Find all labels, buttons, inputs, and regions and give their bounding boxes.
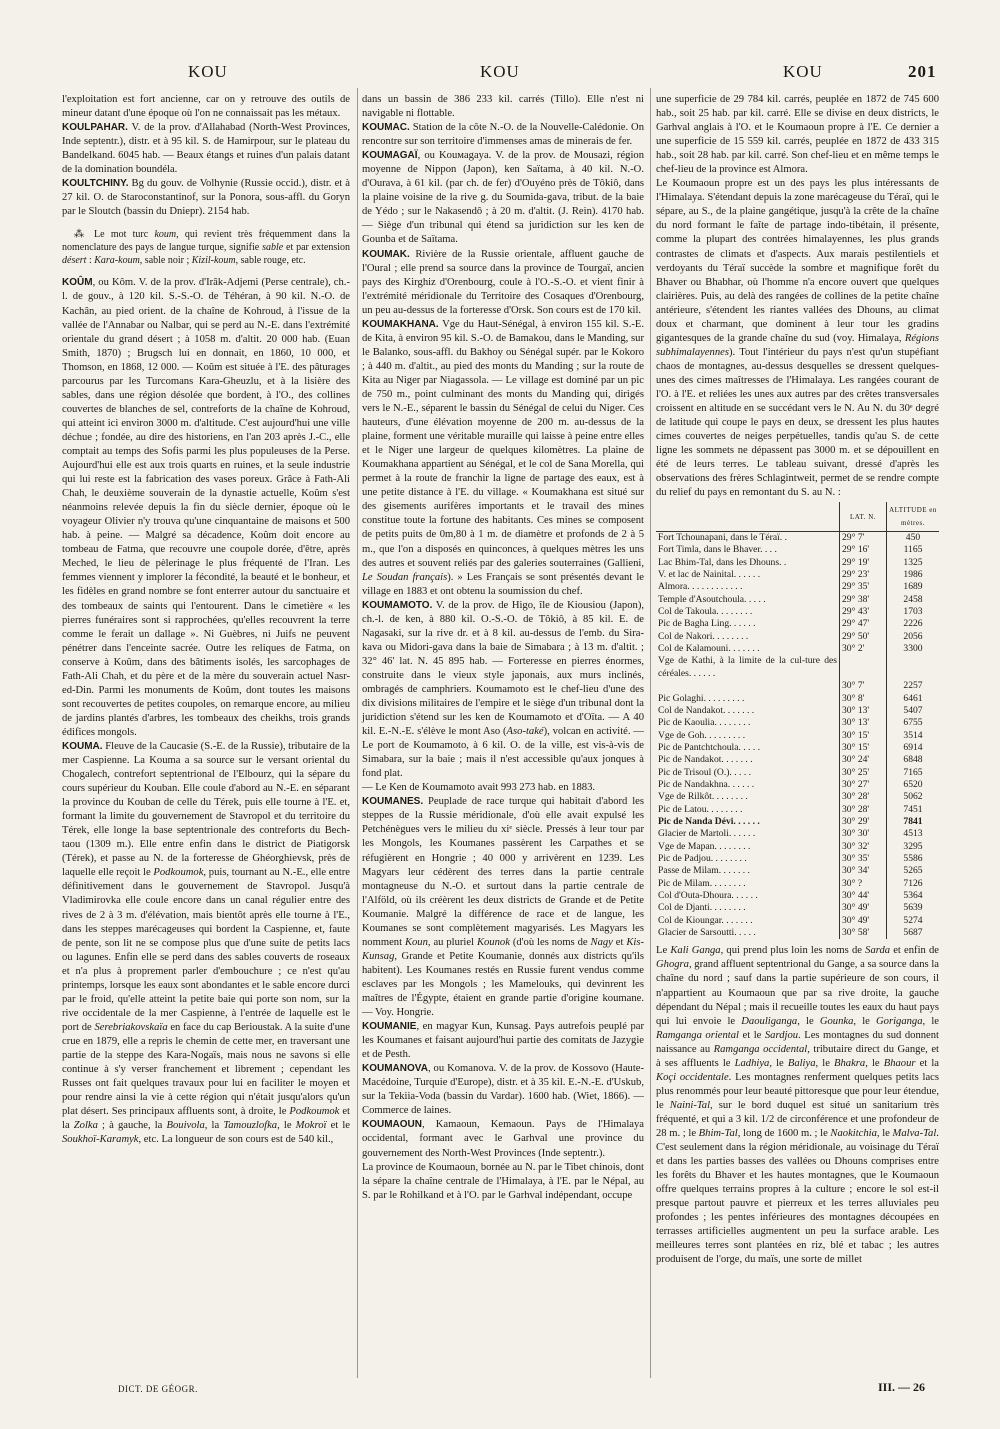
dictionary-entry: dans un bassin de 386 233 kil. carrés (Tillo). Elle n'est ni navigable ni flottable. <box>362 94 644 120</box>
latitude-value: 30° 25' <box>840 767 887 779</box>
table-row <box>656 705 939 717</box>
place-name: Fort Timla, dans le Bhaver. . . . <box>658 544 777 556</box>
altitude-value: 3514 <box>887 730 940 742</box>
text-column-3 <box>656 93 939 1267</box>
table-row <box>656 742 939 754</box>
page-number: 201 <box>908 62 937 81</box>
place-name: Pic de Kaoulia. . . . . . . . <box>658 717 751 729</box>
altitude-value: 3295 <box>887 841 940 853</box>
latitude-value: 30° 15' <box>840 730 887 742</box>
latitude-value: 29° 38' <box>840 594 887 606</box>
column-rule <box>650 88 651 1378</box>
table-row <box>656 730 939 742</box>
spacer <box>62 267 350 276</box>
place-name: Col de Kalamouni. . . . . . . <box>658 643 760 655</box>
altitude-value: 6520 <box>887 779 940 791</box>
latitude-value: 30° 2' <box>840 643 887 655</box>
dictionary-entry: Le Kali Ganga, qui prend plus loin les noms de Sarda et enfin de Ghogra, grand affluent septentrional du Gange, a sa source dans la chaîne du nord ; sauf dans la partie supérieure de son cours, il n'appartient au Koumaoun que par sa rive droite, la gauche dépendant du Népal ; mais il recueille toutes les eaux du haut pays qui lui envoie le Daouliganga, le Gounka, le Goriganga, le Ramganga oriental et le Sardjou. Les montagnes du sud donnent naissance au Ramganga occidental, tributaire direct du Gange, et à ses affluents le Ladhiya, le Baliya, le Bhakra, le Bhaour et la Koçi occidentale. Les montagnes renferment quelques petits lacs plus renommés pour leur beauté pittoresque que pour leur étendue, le Naini-Tal, sur le bord duquel est situé un sanitarium très fréquenté, et qui a 3 kil. 1/2 de circonférence et une profondeur de 28 m. ; le Bhim-Tal, long de 1600 m. ; le Naokitchia, le Malva-Tal. <box>656 945 940 1139</box>
latitude-value: 30° 7' <box>840 680 887 692</box>
table-row <box>656 606 939 618</box>
latitude-value: 30° 49' <box>840 902 887 914</box>
table-row <box>656 779 939 791</box>
latitude-value: 29° 47' <box>840 618 887 630</box>
latitude-value: 30° 29' <box>840 816 887 828</box>
altitude-value: 7841 <box>887 816 940 828</box>
dictionary-entry: — Le Ken de Koumamoto avait 993 273 hab. en 1883. <box>362 782 596 794</box>
table-row <box>656 717 939 729</box>
altitude-value: 5274 <box>887 915 940 927</box>
latitude-value: 30° 30' <box>840 828 887 840</box>
table-row <box>656 902 939 914</box>
place-name: Col de Nakori. . . . . . . . <box>658 630 749 642</box>
latitude-value: 30° 24' <box>840 754 887 766</box>
latitude-value: 30° 13' <box>840 717 887 729</box>
table-row <box>656 594 939 606</box>
place-name: Vge de Goh. . . . . . . . . <box>658 729 746 741</box>
dictionary-entry: KOUMANOVA, ou Komanova. V. de la prov. de Kossovo (Haute-Macédoine, Turquie d'Europe), distr. et à 35 kil. E.-N.-E. d'Uskub, sur la Tekiia-Voda (bassin du Vardar). 1600 hab. (Wiet, 1866). — Commerce de laines. <box>362 1063 644 1117</box>
table-row <box>656 532 939 545</box>
latitude-value: 30° 34' <box>840 865 887 877</box>
altitude-value: 450 <box>887 532 940 545</box>
altitude-value: 1986 <box>887 569 940 581</box>
altitude-value: 4513 <box>887 828 940 840</box>
running-head-center: KOU <box>480 62 520 81</box>
altitude-value: 6914 <box>887 742 940 754</box>
table-row <box>656 557 939 569</box>
dictionary-entry: KOUMA. Fleuve de la Caucasie (S.-E. de la Russie), tributaire de la mer Caspienne. La Kouma a sa source sur le versant oriental du Chogalech, contrefort septentrional de l'Elbourz, qui la sépare du cours supérieur du Kouban. Elle coule d'abord au N.-E. en séparant la province du Kouban de celle du Térek, puis elle tourne à l'E. et, formant la limite du gouvernement de Stavropol et du territoire du Térek, elle longe la base septentrionale des contreforts du Bech-taou (1309 m.). Elle entre enfin dans le district de Piatigorsk (Térek), et passe au N. de la forteresse de Ghéorghievsk, près de laquelle elle reçoit le Podkoumok, puis, tournant au N.-E., elle entre définitivement dans le gouvernement de Stavropol. Jusqu'à Vladimirovka elle coule encore dans un canal régulier entre des rives de 2 à 3 m. d'élévation, mais bientôt après elle tourne à l'E., dans les steppes marécageuses qui bordent la Caspienne, et, faute de pente, son lit ne se compose plus que d'une suite de petits lacs ou lagunes. Enfin elle se perd dans des sables couverts de roseaux et n'a plus à proprement parler d'embouchure ; ce n'est qu'au printemps, lorsque les eaux sont abondantes et le sable encore durci par le froid, qu'elle atteint la petite baie qui porte son nom, sur la rive occidentale de la mer Caspienne, à l'entrée de laquelle est le port de Serebriakovskaïa en face du cap Berioustak. A la suite d'une crue en 1879, elle a repris le chemin de cette mer, en traversant une partie de la steppe des Kara-Nogaïs, mais nous ne savons si elle continue à s'y verser franchement et librement ; cependant les Russes ont fait quelques travaux pour lui en faciliter le moyen et pour rendre ainsi la vie à cette région qui n'était jusqu'alors qu'un plat désert. Ses principaux affluents sont, à droite, le Podkoumok et la Zolka ; à gauche, la Bouivola, la Tamouzlofka, le Mokroï et le Soukhoï-Karamyk, etc. La longueur de son cours est de 540 kil., <box>62 740 351 1146</box>
place-name: Col de Djanti. . . . . . . . <box>658 902 746 914</box>
latitude-value: 30° 28' <box>840 804 887 816</box>
dictionary-entry: l'exploitation est fort ancienne, car on y retrouve des outils de mineur datant d'une époque où l'on ne connaissait pas les métaux. <box>62 94 350 120</box>
altitude-value: 6461 <box>887 693 940 705</box>
dictionary-entry: La province de Koumaoun, bornée au N. par le Tibet chinois, dont la sépare la chaîne centrale de l'Himalaya, à l'E. par le Népal, au S. par le Rohilkand et à l'O. par le Garhval indépendant, occupe <box>362 1161 644 1201</box>
place-name: Passe de Milam. . . . . . . <box>658 865 750 877</box>
dictionary-entry: KOÛM, ou Kôm. V. de la prov. d'Irâk-Adjemi (Perse centrale), ch.-l. de gouv., à 120 kil. S.-S.-O. de Téhéran, à 90 kil. N.-O. de Kachân, au pied orient. de la chaîne de Kohroud, à l'issue de la vallée de l'Annabar ou Nalbar, qui se perd au N.-E. dans l'extrémité orientale du grand désert ; à 1058 m. d'altit. 20 000 hab. (Euan Smith, 1870) ; Brugsch lui en donnait, en 1860, 10 000, et Thomson, en 1868, 12 000. — Koûm est située à l'E. des pâturages parcourus par les Turcomans Kara-Gheuzlu, et à la lisière des sables, dans une région désolée que bordent, à l'O., des collines couvertes de blanches de sel, contreforts de la chaîne de Kohroud, qui atteint ici environ 3000 m. d'altitude. C'est aujourd'hui une ville déchue ; fondée, au dire des historiens, en l'an 203 après J.-C., elle comptait au temps des Sofis parmi les plus populeuses de la Perse. Aujourd'hui elle est aux trois quarts en ruines, et la seule industrie qui lui reste est la fabrication des vases poreux. Grâce à Fath-Ali Chah, le deuxième souverain de la dynastie actuelle, Koûm s'est néanmoins relevée depuis la fin du siècle dernier, époque où le voyageur Olivier n'y trouva qu'une cinquantaine de maisons et 500 hab. à peine. — Malgré sa décadence, Koûm doit encore au tombeau de Fatma, que recouvre une coupole dorée, d'être, après Meched, le lieu de pèlerinage le plus fréquenté de l'Iran. Les femmes viennent y implorer la fécondité, la beauté et le bonheur, et les fidèles en grand nombre se font enterrer autour du sanctuaire et des tombeaux de saints qui l'entourent. Dans le cimetière « les pierres funéraires sont si rapprochées, qu'elles recouvrent la terre comme le ferait un dallage ». Ni Guèbres, ni Juifs ne peuvent pénétrer dans l'enceinte sacrée. Outre les reliques de Fatma, on conserve à Koûm, dans des bâtiments isolés, les sarcophages de Fath-Ali Chah, et du père et de la mère du souverain actuel Nasr-ed-Din. Parmi les monuments de Koûm, dont toutes les maisons sont recouvertes de petites coupoles, on remarque encore, au milieu de jardins plantés d'arbres, les tombeaux des cheikhs, trois grands édifices mongols. <box>62 277 350 738</box>
altitude-value: 2257 <box>887 680 940 692</box>
place-name: Pic Golaghi. . . . . . . . . <box>658 692 745 704</box>
table-header: LAT. N. <box>840 502 887 531</box>
latitude-value: 30° 49' <box>840 915 887 927</box>
footnote: ⁂ Le mot turc koum, qui revient très fréquemment dans la nomenclature des pays de langue turque, signifie sable et par extension désert : Kara-koum, sable noir ; Kizil-koum, sable rouge, etc. <box>62 229 351 267</box>
dictionary-entry: KOUMAOUN, Kamaoun, Kemaoun. Pays de l'Himalaya occidental, formant avec le Garhval une province du gouvernement des North-West Provinces (Inde septentr.). <box>362 1119 644 1159</box>
text-column-2 <box>362 93 644 1203</box>
dictionary-entry: KOUMANES. Peuplade de race turque qui habitait d'abord les steppes de la Russie méridionale, d'où elle avait expulsé les Petchénègues vers le milieu du xiᵉ siècle. Pressés à leur tour par les Mongols, les Koumanes passèrent les Carpathes et se réfugièrent en Hongrie ; 40 000 y arrivèrent en 1239. Les Magyars leur cédèrent des terres dans la partie centrale montagneuse du N.-O. et surtout dans la partie centrale de l'Alföld, où ils créèrent les deux districts de Grande et de Petite Koumanie. Malgré la différence de race et de langue, les Koumanes se sont complètement magyarisés. Les Magyars les nomment Koun, au pluriel Kounok (d'où les noms de Nagy et Kis-Kunsag, Grande et Petite Koumanie, donnés aux districts qu'ils habitent). Les Koumanes restés en Russie furent vendus comme esclaves par les Mongols ; les Mamelouks, qui devinrent les maîtres de l'Égypte, étaient en grande partie d'origine koumane. — Voy. Hongrie. <box>362 796 645 1019</box>
table-row <box>656 878 939 890</box>
table-row <box>656 655 939 680</box>
latitude-value: 30° 35' <box>840 853 887 865</box>
altitude-value: 7126 <box>887 878 940 890</box>
latitude-value: 30° 58' <box>840 927 887 939</box>
dictionary-entry: une superficie de 29 784 kil. carrés, peuplée en 1872 de 745 600 hab., soit 25 hab. par kil. carré. Elle se divise en deux districts, le Garhval anglais à l'O. et le Koumaoun propre à l'E. Ce dernier a une superficie de 15 559 kil. carrés, peuplée en 1872 de 433 315 hab., soit 28 hab. par kil. carré. Son chef-lieu et en même temps le chef-lieu de la province est Almora. <box>656 94 939 176</box>
dictionary-entry: KOUMAK. Rivière de la Russie orientale, affluent gauche de l'Oural ; elle prend sa source dans la province de Tourgaï, ancien pays des Kirghiz d'Orenbourg, coule à l'O.-S.-O. et vient finir à l'extrémité méridionale du Territoire des Cosaques d'Orenbourg, un peu au-dessus de la forteresse d'Orsk. Son cours est de 170 kil. <box>362 248 644 316</box>
altitude-value: 5062 <box>887 791 940 803</box>
table-row <box>656 643 939 655</box>
dictionary-entry: C'est seulement dans la région méridionale, au voisinage du Téraï et dans les parties basses des vallées ou Dhouns comprises entre les forêts du Bhaver et les hautes montagnes, que le Koumaoun offre quelques terrains propres à la culture ; encore le sol est-il presque partout pauvre et pierreux et les terres alluviales peu profondes ; les pentes inférieures des montagnes découpées en terrasses artificielles augmentent un peu la surface arable. Les meilleures terres sont plantées en riz, blé et tabac ; les autres produisent de l'orge, du maïs, une sorte de millet <box>656 1142 939 1266</box>
table-row <box>656 828 939 840</box>
dictionary-entry: KOUMAMOTO. V. de la prov. de Higo, île de Kiousiou (Japon), ch.-l. de ken, à 880 kil. O.-S.-O. de Tôkiô, à 85 kil. E. de Nagasaki, sur la rive dr. et à 8 kil. au-dessus de l'emb. du Sira-kava ou Midori-gava dans la baie de Simabara ; à 13 m. d'altit. ; 32° 46' lat. N. 45 895 hab. — Forteresse en pierres énormes, construite dans le vieux style japonais, aux murs inclinés, ombragés de camphriers. Koumamoto est le chef-lieu d'une des dix divisions militaires de l'empire et le siège d'un tribunal dont la juridiction s'étend sur les ken de Koumamoto et d'Oïta. — A 40 kil. E.-N.-E. s'élève le mont Aso (Aso-také), volcan en activité. — Le port de Koumamoto, à 6 kil. O. de la ville, est vis-à-vis de Simabara, sur la baie ; mais il n'est accessible qu'aux jonques à fond plat. <box>362 599 644 780</box>
table-row <box>656 865 939 877</box>
place-name: Pic de Nandakhna. . . . . . <box>658 778 755 790</box>
latitude-value: 29° 43' <box>840 606 887 618</box>
spacer <box>62 219 350 228</box>
altitude-value: 6755 <box>887 717 940 729</box>
altitude-value: 5687 <box>887 927 940 939</box>
table-row <box>656 544 939 556</box>
place-name: Fort Tchounapani, dans le Téraï. . <box>658 532 787 544</box>
dictionary-entry: KOUMAKHANA. Vge du Haut-Sénégal, à environ 155 kil. S.-E. de Kita, à environ 95 kil. S.-O. de Bamakou, dans le Manding, sur le Balanko, sous-affl. du Bakhoy ou Sénégal supér. par le Kokoro ; à 440 m. d'altit., au pied des monts du Manding ; sur la route de Kita au Niger par Niagassola. — Le village est dominé par un pic de 750 m., point culminant des monts du Manding qui, dirigés vers le N.-E., séparent le bassin du Sénégal de celui du Niger. Ces hauteurs, d'une élévation moyenne de 200 m. au-dessus de la plaine, forment une véritable muraille qui laisse à peine entre elles et le Niger une largeur de quelques kilomètres. La plaine de Koumakhana appartient au Sénégal, et le col de Sana Morella, qui permet à la route de franchir la ligne de partage des eaux, est à une petite distance à l'E. du village. « Koumakhana est situé sur des gisements aurifères importants et le travail des mines constitue toute la fortune des habitants. Ces mines se composent de petits puits de 0m,80 à 1 m. de diamètre et profonds de 2 à 5 m., que l'on a disposés en quinconces, à quelques mètres les uns des autres et souvent reliés par des galeries souterraines (Gallieni, Le Soudan français). » Les Français se sont présentés devant le village en 1883 et ont obtenu la soumission du chef. <box>362 318 644 597</box>
altitude-value: 2458 <box>887 594 940 606</box>
place-name: Pic de Latou. . . . . . . . <box>658 803 743 815</box>
altitude-value: 1325 <box>887 557 940 569</box>
latitude-value: 30° 13' <box>840 705 887 717</box>
table-row <box>656 569 939 581</box>
altitude-value: 5586 <box>887 853 940 865</box>
table-header: ALTITUDE en mètres. <box>887 502 940 531</box>
table-row <box>656 853 939 865</box>
dictionary-entry: KOULTCHINY. Bg du gouv. de Volhynie (Russie occid.), distr. et à 27 kil. O. de Staroconstantinof, sur la Ponora, sous-affl. du Goryn par le Sloutch (bassin du Dniepr). 2154 hab. <box>62 178 350 218</box>
altitude-value: 1165 <box>887 544 940 556</box>
table-row <box>656 680 939 692</box>
table-row <box>656 816 939 828</box>
altitude-value: 5639 <box>887 902 940 914</box>
place-name: Col de Takoula. . . . . . . . <box>658 606 753 618</box>
latitude-value: 29° 7' <box>840 532 887 545</box>
running-head-right: KOU <box>783 62 823 81</box>
latitude-value: 30° ? <box>840 878 887 890</box>
place-name: Pic de Nanda Dévi. . . . . . <box>658 815 760 827</box>
latitude-value: 29° 35' <box>840 581 887 593</box>
altitude-value: 1703 <box>887 606 940 618</box>
column-rule <box>357 88 358 1378</box>
latitude-value: 29° 23' <box>840 569 887 581</box>
place-name <box>656 680 840 692</box>
place-name: Glacier de Martoli. . . . . . <box>658 828 756 840</box>
place-name: Vge de Kathi, à la limite de la cul-ture des céréales. . . . . . <box>658 655 837 679</box>
place-name: Vge de Rilkôt. . . . . . . . <box>658 791 748 803</box>
dictionary-entry: KOUMAC. Station de la côte N.-O. de la Nouvelle-Calédonie. On rencontre sur son territoire d'immenses amas de minerais de fer. <box>362 122 644 148</box>
altitude-value: 1689 <box>887 581 940 593</box>
place-name: Pic de Milam. . . . . . . . <box>658 877 746 889</box>
table-row <box>656 915 939 927</box>
table-row <box>656 841 939 853</box>
latitude-value: 29° 19' <box>840 557 887 569</box>
table-row <box>656 693 939 705</box>
table-row <box>656 631 939 643</box>
place-name: Almora. . . . . . . . . . . . <box>658 581 743 593</box>
place-name: Vge de Mapan. . . . . . . . <box>658 840 751 852</box>
dictionary-entry: Le Koumaoun propre est un des pays les plus intéressants de l'Himalaya. S'étendant depuis la zone marécageuse du Téraï, qui le sépare, au S., de la plaine gangétique, jusqu'à la crête de la chaîne du nord formant le faîte de partage indo-tibétain, il présente, comme la plupart des contrées himalayennes, les plus grands contrastes de climats et d'aspects. Aux marais pestilentiels et verdoyants du Téraï succède la sombre et magnifique forêt du Bhaver ou Bhabhar, où l'homme n'a encore ouvert que quelques clairières. Puis, au delà des rangées de collines de la petite chaîne antérieure, s'étendent les riantes vallées des Dhouns, au climat doux et charmant, que dominent à leur tour les gradins gigantesques de la grande chaîne du sud (voy. Himalaya, Régions subhimalayennes). Tout l'intérieur du pays n'est qu'un stupéfiant chaos de montagnes, au-dessus desquelles se dressent quelques-unes des cimes maîtresses de l'Himalaya. Les rangées courant de l'O. à l'E. et reliées les unes aux autres par des crêtes transversales croissent en altitude en se succédant vers le N. Au N. du 30ᵉ degré de latitude qui coupe le pays en deux, se dressent les plus hautes cimes couvertes de neiges perpétuelles, tandis qu'au S. de cette ligne les sommets ne dépassent pas 3000 m. et se dépouillent en été de leurs terres. Le tableau suivant, dressé d'après les observations des frères Schlagintweit, permet de se rendre compte du relief du pays en remontant du S. au N. : <box>656 178 939 499</box>
place-name: Pic de Trisoul (O.). . . . . <box>658 766 752 778</box>
table-row <box>656 581 939 593</box>
latitude-value <box>840 655 887 680</box>
altitude-value: 3300 <box>887 643 940 655</box>
altitude-value: 7451 <box>887 804 940 816</box>
altitude-value: 2056 <box>887 631 940 643</box>
latitude-value: 30° 8' <box>840 693 887 705</box>
place-name: Col de Nandakot. . . . . . . <box>658 704 755 716</box>
place-name: V. et lac de Nainital. . . . . . <box>658 569 761 581</box>
latitude-value: 30° 32' <box>840 841 887 853</box>
altitude-value: 5407 <box>887 705 940 717</box>
altitude-value: 7165 <box>887 767 940 779</box>
table-row <box>656 754 939 766</box>
dictionary-entry: KOULPAHAR. V. de la prov. d'Allahabad (North-West Provinces, Inde septentr.), distr. et à 95 kil. S. de Hamirpour, sur le plateau du Bandelkand. 6045 hab. — Beaux étangs et ruines d'un palais datant de la domination boundéla. <box>62 122 350 176</box>
running-head-left: KOU <box>188 62 228 81</box>
latitude-value: 29° 16' <box>840 544 887 556</box>
table-row <box>656 618 939 630</box>
place-name: Pic de Pantchtchoula. . . . . <box>658 741 761 753</box>
latitude-value: 30° 15' <box>840 742 887 754</box>
place-name: Temple d'Asoutchoula. . . . . <box>658 593 766 605</box>
altitude-value: 6848 <box>887 754 940 766</box>
table-row <box>656 791 939 803</box>
latitude-value: 29° 50' <box>840 631 887 643</box>
place-name: Pic de Nandakot. . . . . . . <box>658 754 753 766</box>
table-header <box>656 502 840 531</box>
footer-title: DICT. DE GÉOGR. <box>118 1384 198 1394</box>
table-row <box>656 804 939 816</box>
dictionary-entry: KOUMANIE, en magyar Kun, Kunsag. Pays autrefois peuplé par les Koumanes et faisant aujourd'hui partie des comitats de Jazygie et de Pesth. <box>362 1021 644 1061</box>
place-name: Pic de Padjou. . . . . . . . <box>658 852 747 864</box>
altitude-value <box>887 655 940 680</box>
table-row <box>656 890 939 902</box>
signature-mark: III. — 26 <box>878 1380 926 1394</box>
latitude-value: 30° 27' <box>840 779 887 791</box>
altitude-table <box>656 502 939 939</box>
table-row <box>656 927 939 939</box>
place-name: Pic de Bagha Ling. . . . . . <box>658 618 756 630</box>
place-name: Lac Bhim-Tal, dans les Dhouns. . <box>658 556 787 568</box>
place-name: Col de Kioungar. . . . . . . <box>658 914 753 926</box>
altitude-value: 5364 <box>887 890 940 902</box>
latitude-value: 30° 28' <box>840 791 887 803</box>
altitude-value: 5265 <box>887 865 940 877</box>
place-name: Col d'Outa-Dhoura. . . . . . <box>658 890 758 902</box>
latitude-value: 30° 44' <box>840 890 887 902</box>
altitude-value: 2226 <box>887 618 940 630</box>
table-row <box>656 767 939 779</box>
text-column-1 <box>62 93 350 1147</box>
place-name: Glacier de Sarsoutti. . . . . <box>658 927 756 939</box>
dictionary-entry: KOUMAGAÏ, ou Kouмagaya. V. de la prov. de Mousazi, région moyenne de Nippon (Japon), ken Saïtama, à 40 kil. N.-O. d'Ourava, à 61 kil. (par ch. de fer) d'Ouyénо près de Tôkiô, dans la plaine voisine de la rive g. du Soumida-gava, tribut. de la baie de Yédo ; sur le Nakasendô ; à 20 m. d'altit. (J. Rein). 4170 hab. — Siège d'un tribunal qui étend sa juridiction sur les ken de Gounba et de Saïtama. <box>362 150 644 246</box>
